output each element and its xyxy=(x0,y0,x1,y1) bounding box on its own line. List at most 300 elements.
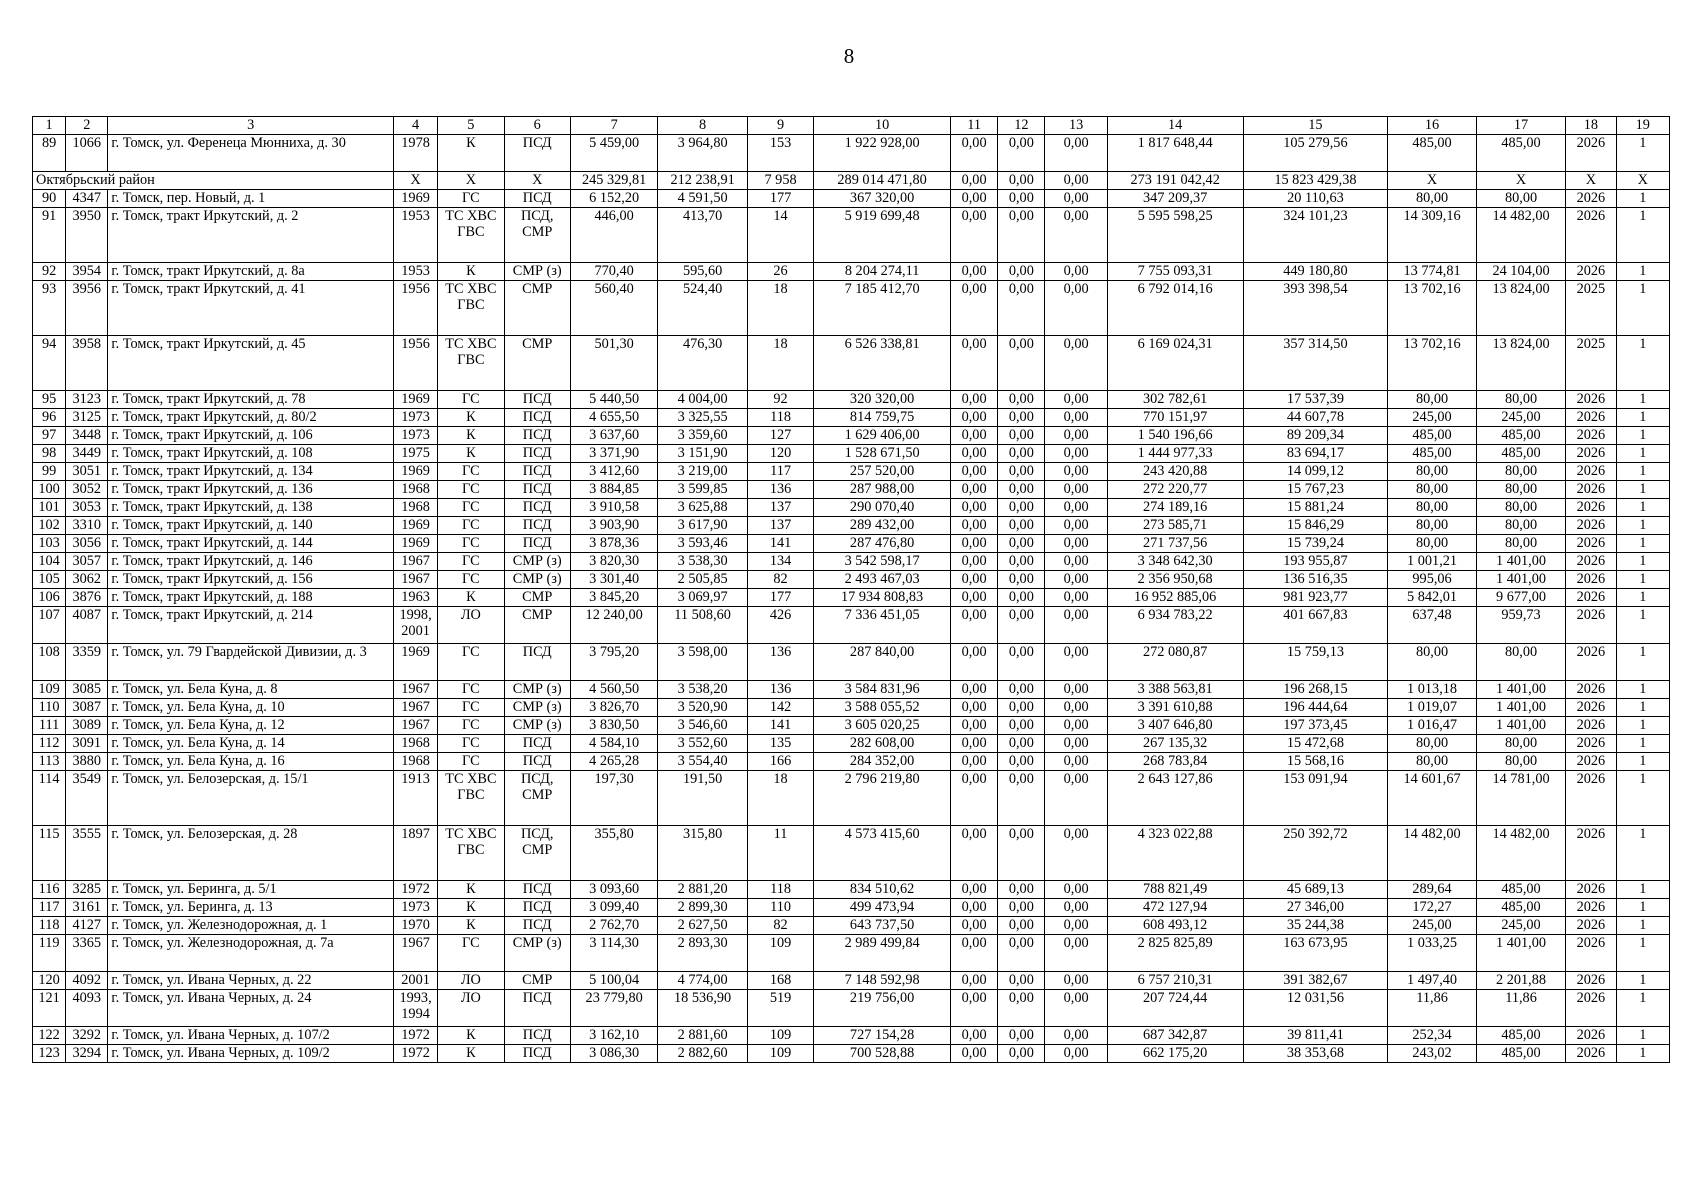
table-cell: 245,00 xyxy=(1476,917,1565,935)
table-cell: 106 xyxy=(33,589,66,607)
table-cell: 82 xyxy=(747,917,813,935)
table-row xyxy=(33,935,1670,972)
table-cell: 290 070,40 xyxy=(814,499,951,517)
table-cell: 2026 xyxy=(1566,463,1616,481)
table-cell: 0,00 xyxy=(998,553,1045,571)
table-cell: 501,30 xyxy=(570,336,657,391)
table-cell: 2026 xyxy=(1566,681,1616,699)
table-cell: К xyxy=(438,445,504,463)
table-cell: 3448 xyxy=(66,427,108,445)
table-cell: 662 175,20 xyxy=(1107,1045,1243,1063)
table-cell: 0,00 xyxy=(1045,517,1107,535)
table-cell: ТС ХВС ГВС xyxy=(438,771,504,826)
table-cell: 14 601,67 xyxy=(1388,771,1476,826)
column-header: 10 xyxy=(814,117,951,135)
table-cell: 99 xyxy=(33,463,66,481)
table-cell: 4 774,00 xyxy=(658,972,747,990)
column-header: 16 xyxy=(1388,117,1476,135)
table-cell: 24 104,00 xyxy=(1476,263,1565,281)
column-header: 19 xyxy=(1616,117,1669,135)
table-cell: 0,00 xyxy=(1045,553,1107,571)
table-cell: 250 392,72 xyxy=(1243,826,1388,881)
table-cell: ГС xyxy=(438,499,504,517)
table-cell: 1 xyxy=(1616,699,1669,717)
table-cell: ПСД xyxy=(504,644,570,681)
table-cell: 485,00 xyxy=(1476,1045,1565,1063)
table-row xyxy=(33,208,1670,263)
table-cell: ГС xyxy=(438,753,504,771)
table-cell: 0,00 xyxy=(998,427,1045,445)
table-cell: г. Томск, тракт Иркутский, д. 106 xyxy=(108,427,394,445)
table-cell: 1 xyxy=(1616,826,1669,881)
district-subtotal-row xyxy=(33,172,1670,190)
column-header: 3 xyxy=(108,117,394,135)
table-cell: 0,00 xyxy=(998,409,1045,427)
table-cell: 134 xyxy=(747,553,813,571)
table-cell: 3087 xyxy=(66,699,108,717)
table-cell: 560,40 xyxy=(570,281,657,336)
table-cell: 3 546,60 xyxy=(658,717,747,735)
table-cell: ГС xyxy=(438,535,504,553)
table-cell: 2 643 127,86 xyxy=(1107,771,1243,826)
table-cell: 485,00 xyxy=(1476,881,1565,899)
table-cell: 3 162,10 xyxy=(570,1027,657,1045)
table-cell: К xyxy=(438,917,504,935)
table-cell: 23 779,80 xyxy=(570,990,657,1027)
table-cell: 3 584 831,96 xyxy=(814,681,951,699)
table-row xyxy=(33,681,1670,699)
table-cell: 519 xyxy=(747,990,813,1027)
table-cell: 3956 xyxy=(66,281,108,336)
table-cell: 3 407 646,80 xyxy=(1107,717,1243,735)
table-cell: 1 xyxy=(1616,445,1669,463)
table-cell: 114 xyxy=(33,771,66,826)
table-cell: 3 820,30 xyxy=(570,553,657,571)
table-cell: 0,00 xyxy=(950,571,997,589)
table-cell: ПСД, СМР xyxy=(504,771,570,826)
table-cell: 0,00 xyxy=(950,1045,997,1063)
table-cell: 0,00 xyxy=(950,263,997,281)
table-cell: 9 677,00 xyxy=(1476,589,1565,607)
table-cell: 0,00 xyxy=(950,753,997,771)
table-cell: г. Томск, ул. Ференеца Мюнниха, д. 30 xyxy=(108,135,394,172)
table-cell: ПСД xyxy=(504,445,570,463)
table-cell: 3549 xyxy=(66,771,108,826)
table-cell: 6 169 024,31 xyxy=(1107,336,1243,391)
table-cell: 2 989 499,84 xyxy=(814,935,951,972)
table-cell: 3 114,30 xyxy=(570,935,657,972)
table-cell: 3 625,88 xyxy=(658,499,747,517)
table-cell: 3954 xyxy=(66,263,108,281)
table-cell: 0,00 xyxy=(1045,463,1107,481)
table-cell: 485,00 xyxy=(1476,1027,1565,1045)
table-cell: 287 840,00 xyxy=(814,644,951,681)
table-cell: 0,00 xyxy=(1045,735,1107,753)
table-cell: 1972 xyxy=(393,1045,437,1063)
subtotal-cell: 0,00 xyxy=(998,172,1045,190)
table-cell: 193 955,87 xyxy=(1243,553,1388,571)
table-cell: 1953 xyxy=(393,263,437,281)
table-cell: г. Томск, ул. Ивана Черных, д. 109/2 xyxy=(108,1045,394,1063)
table-cell: 5 100,04 xyxy=(570,972,657,990)
table-cell: 15 739,24 xyxy=(1243,535,1388,553)
table-cell: 1973 xyxy=(393,409,437,427)
table-cell: 1 401,00 xyxy=(1476,553,1565,571)
table-cell: 3 538,30 xyxy=(658,553,747,571)
table-row xyxy=(33,463,1670,481)
table-cell: 153 xyxy=(747,135,813,172)
table-cell: 995,06 xyxy=(1388,571,1476,589)
column-header: 5 xyxy=(438,117,504,135)
table-cell: г. Томск, тракт Иркутский, д. 138 xyxy=(108,499,394,517)
column-header: 18 xyxy=(1566,117,1616,135)
table-cell: СМР xyxy=(504,589,570,607)
table-cell: К xyxy=(438,1045,504,1063)
table-cell: 80,00 xyxy=(1388,644,1476,681)
table-cell: 1 xyxy=(1616,336,1669,391)
table-cell: 1 001,21 xyxy=(1388,553,1476,571)
table-cell: 1 401,00 xyxy=(1476,571,1565,589)
table-cell: 13 702,16 xyxy=(1388,336,1476,391)
table-cell: 15 881,24 xyxy=(1243,499,1388,517)
table-row xyxy=(33,917,1670,935)
table-cell: 80,00 xyxy=(1476,535,1565,553)
table-cell: 15 472,68 xyxy=(1243,735,1388,753)
table-cell: 0,00 xyxy=(1045,753,1107,771)
column-header: 4 xyxy=(393,117,437,135)
table-cell: 1 xyxy=(1616,717,1669,735)
table-cell: 110 xyxy=(33,699,66,717)
table-cell: 1956 xyxy=(393,281,437,336)
table-cell: 3091 xyxy=(66,735,108,753)
table-cell: 1 xyxy=(1616,135,1669,172)
table-cell: 0,00 xyxy=(950,771,997,826)
table-cell: 3125 xyxy=(66,409,108,427)
table-cell: 93 xyxy=(33,281,66,336)
table-cell: ПСД xyxy=(504,190,570,208)
table-cell: ПСД xyxy=(504,1027,570,1045)
table-cell: 1972 xyxy=(393,881,437,899)
table-cell: 0,00 xyxy=(998,190,1045,208)
table-row xyxy=(33,517,1670,535)
table-cell: 153 091,94 xyxy=(1243,771,1388,826)
table-cell: 0,00 xyxy=(998,771,1045,826)
table-cell: 324 101,23 xyxy=(1243,208,1388,263)
table-cell: 1 xyxy=(1616,281,1669,336)
table-cell: 44 607,78 xyxy=(1243,409,1388,427)
table-cell: 103 xyxy=(33,535,66,553)
table-cell: 2026 xyxy=(1566,190,1616,208)
table-cell: ГС xyxy=(438,644,504,681)
subtotal-cell: X xyxy=(1476,172,1565,190)
table-cell: ГС xyxy=(438,553,504,571)
table-cell: 1 922 928,00 xyxy=(814,135,951,172)
table-cell: 252,34 xyxy=(1388,1027,1476,1045)
table-cell: 1967 xyxy=(393,717,437,735)
table-cell: 0,00 xyxy=(998,391,1045,409)
table-cell: 2 493 467,03 xyxy=(814,571,951,589)
table-cell: 3 795,20 xyxy=(570,644,657,681)
table-cell: 287 476,80 xyxy=(814,535,951,553)
table-cell: 116 xyxy=(33,881,66,899)
table-cell: 105 xyxy=(33,571,66,589)
table-cell: 282 608,00 xyxy=(814,735,951,753)
table-cell: 2026 xyxy=(1566,263,1616,281)
table-cell: г. Томск, ул. 79 Гвардейской Дивизии, д. 3 xyxy=(108,644,394,681)
table-cell: 272 080,87 xyxy=(1107,644,1243,681)
table-cell: 1 xyxy=(1616,644,1669,681)
table-cell: 1967 xyxy=(393,699,437,717)
table-cell: 2 762,70 xyxy=(570,917,657,935)
table-cell: 1 xyxy=(1616,607,1669,644)
table-cell: 0,00 xyxy=(998,644,1045,681)
table-cell: 89 xyxy=(33,135,66,172)
table-cell: 355,80 xyxy=(570,826,657,881)
table-cell: 6 792 014,16 xyxy=(1107,281,1243,336)
table-cell: 347 209,37 xyxy=(1107,190,1243,208)
table-cell: 485,00 xyxy=(1476,135,1565,172)
table-cell: 1 xyxy=(1616,681,1669,699)
table-cell: 1967 xyxy=(393,571,437,589)
table-cell: 1 497,40 xyxy=(1388,972,1476,990)
table-cell: 3123 xyxy=(66,391,108,409)
table-cell: 1 xyxy=(1616,589,1669,607)
table-row xyxy=(33,990,1670,1027)
table-cell: 3 391 610,88 xyxy=(1107,699,1243,717)
table-cell: г. Томск, тракт Иркутский, д. 78 xyxy=(108,391,394,409)
table-cell: ПСД xyxy=(504,899,570,917)
table-cell: 5 440,50 xyxy=(570,391,657,409)
table-cell: СМР (з) xyxy=(504,681,570,699)
table-cell: 0,00 xyxy=(950,607,997,644)
table-cell: 2 882,60 xyxy=(658,1045,747,1063)
column-header: 17 xyxy=(1476,117,1565,135)
table-cell: 3 845,20 xyxy=(570,589,657,607)
table-cell: 367 320,00 xyxy=(814,190,951,208)
table-cell: 727 154,28 xyxy=(814,1027,951,1045)
table-cell: 3062 xyxy=(66,571,108,589)
table-cell: 0,00 xyxy=(998,917,1045,935)
table-cell: 168 xyxy=(747,972,813,990)
table-cell: г. Томск, ул. Бела Куна, д. 12 xyxy=(108,717,394,735)
table-cell: 1 xyxy=(1616,899,1669,917)
table-cell: г. Томск, тракт Иркутский, д. 156 xyxy=(108,571,394,589)
table-cell: 90 xyxy=(33,190,66,208)
table-cell: 142 xyxy=(747,699,813,717)
table-cell: 0,00 xyxy=(950,589,997,607)
table-cell: 0,00 xyxy=(1045,589,1107,607)
table-cell: г. Томск, ул. Бела Куна, д. 8 xyxy=(108,681,394,699)
table-cell: 3 542 598,17 xyxy=(814,553,951,571)
table-cell: 243,02 xyxy=(1388,1045,1476,1063)
table-cell: 3 219,00 xyxy=(658,463,747,481)
table-cell: 6 152,20 xyxy=(570,190,657,208)
table-cell: 5 919 699,48 xyxy=(814,208,951,263)
table-cell: 136 516,35 xyxy=(1243,571,1388,589)
table-cell: 172,27 xyxy=(1388,899,1476,917)
table-cell: 3 605 020,25 xyxy=(814,717,951,735)
table-cell: 0,00 xyxy=(998,208,1045,263)
table-cell: 1066 xyxy=(66,135,108,172)
table-cell: 2026 xyxy=(1566,571,1616,589)
table-cell: 82 xyxy=(747,571,813,589)
table-row xyxy=(33,190,1670,208)
table-cell: г. Томск, ул. Белозерская, д. 15/1 xyxy=(108,771,394,826)
table-row xyxy=(33,499,1670,517)
table-cell: 2 881,20 xyxy=(658,881,747,899)
table-cell: ПСД xyxy=(504,1045,570,1063)
table-cell: 3 093,60 xyxy=(570,881,657,899)
table-cell: 2026 xyxy=(1566,445,1616,463)
table-cell: 13 824,00 xyxy=(1476,281,1565,336)
table-cell: 1969 xyxy=(393,517,437,535)
table-cell: 3 593,46 xyxy=(658,535,747,553)
table-cell: 2026 xyxy=(1566,972,1616,990)
table-cell: 472 127,94 xyxy=(1107,899,1243,917)
table-cell: 112 xyxy=(33,735,66,753)
table-cell: 0,00 xyxy=(1045,771,1107,826)
table-cell: СМР (з) xyxy=(504,263,570,281)
table-cell: 117 xyxy=(747,463,813,481)
table-cell: 2026 xyxy=(1566,409,1616,427)
table-cell: г. Томск, тракт Иркутский, д. 136 xyxy=(108,481,394,499)
table-cell: 1 401,00 xyxy=(1476,935,1565,972)
table-cell: 1969 xyxy=(393,644,437,681)
table-cell: 4 591,50 xyxy=(658,190,747,208)
table-cell: 320 320,00 xyxy=(814,391,951,409)
table-cell: 14 309,16 xyxy=(1388,208,1476,263)
table-cell: 0,00 xyxy=(950,826,997,881)
table-cell: 191,50 xyxy=(658,771,747,826)
table-cell: 2026 xyxy=(1566,1045,1616,1063)
table-cell: 109 xyxy=(747,935,813,972)
table-row xyxy=(33,281,1670,336)
table-cell: 18 xyxy=(747,281,813,336)
table-cell: 1 xyxy=(1616,409,1669,427)
table-cell: 0,00 xyxy=(1045,190,1107,208)
table-cell: 163 673,95 xyxy=(1243,935,1388,972)
table-cell: ЛО xyxy=(438,990,504,1027)
table-cell: г. Томск, тракт Иркутский, д. 146 xyxy=(108,553,394,571)
table-cell: СМР xyxy=(504,607,570,644)
table-cell: 96 xyxy=(33,409,66,427)
table-cell: г. Томск, тракт Иркутский, д. 144 xyxy=(108,535,394,553)
table-cell: 4 584,10 xyxy=(570,735,657,753)
table-cell: 1 xyxy=(1616,753,1669,771)
table-cell: 243 420,88 xyxy=(1107,463,1243,481)
housing-repair-register-table xyxy=(32,116,1670,1063)
subtotal-cell: X xyxy=(504,172,570,190)
column-header: 12 xyxy=(998,117,1045,135)
table-cell: 136 xyxy=(747,481,813,499)
column-header: 13 xyxy=(1045,117,1107,135)
table-cell: 2026 xyxy=(1566,208,1616,263)
table-cell: 0,00 xyxy=(950,735,997,753)
table-cell: К xyxy=(438,589,504,607)
table-cell: 1 xyxy=(1616,935,1669,972)
table-cell: 1 xyxy=(1616,208,1669,263)
table-cell: г. Томск, тракт Иркутский, д. 140 xyxy=(108,517,394,535)
table-cell: 89 209,34 xyxy=(1243,427,1388,445)
table-cell: 1 xyxy=(1616,391,1669,409)
table-row xyxy=(33,771,1670,826)
table-cell: 3 878,36 xyxy=(570,535,657,553)
table-cell: 7 148 592,98 xyxy=(814,972,951,990)
table-cell: 3555 xyxy=(66,826,108,881)
table-cell: ПСД xyxy=(504,735,570,753)
table-cell: 643 737,50 xyxy=(814,917,951,935)
table-cell: 1 xyxy=(1616,990,1669,1027)
table-cell: 0,00 xyxy=(1045,1027,1107,1045)
table-cell: 0,00 xyxy=(998,881,1045,899)
table-cell: 2 893,30 xyxy=(658,935,747,972)
table-cell: К xyxy=(438,263,504,281)
table-cell: 136 xyxy=(747,681,813,699)
table-cell: 80,00 xyxy=(1388,753,1476,771)
table-cell: 449 180,80 xyxy=(1243,263,1388,281)
table-cell: 770,40 xyxy=(570,263,657,281)
table-cell: 1 xyxy=(1616,499,1669,517)
column-header: 11 xyxy=(950,117,997,135)
table-cell: 3 325,55 xyxy=(658,409,747,427)
table-cell: 92 xyxy=(747,391,813,409)
table-cell: 0,00 xyxy=(998,499,1045,517)
table-cell: 1 xyxy=(1616,553,1669,571)
table-cell: 80,00 xyxy=(1476,481,1565,499)
table-cell: 1968 xyxy=(393,735,437,753)
table-cell: 3 099,40 xyxy=(570,899,657,917)
table-cell: 0,00 xyxy=(998,571,1045,589)
table-cell: 245,00 xyxy=(1388,917,1476,935)
table-cell: 485,00 xyxy=(1388,445,1476,463)
table-cell: г. Томск, ул. Беринга, д. 5/1 xyxy=(108,881,394,899)
table-cell: 1967 xyxy=(393,553,437,571)
district-label: Октябрьский район xyxy=(33,172,394,190)
table-cell: 11,86 xyxy=(1388,990,1476,1027)
table-cell: 119 xyxy=(33,935,66,972)
table-cell: 6 526 338,81 xyxy=(814,336,951,391)
table-cell: 121 xyxy=(33,990,66,1027)
table-cell: ТС ХВС ГВС xyxy=(438,208,504,263)
table-cell: 91 xyxy=(33,208,66,263)
table-cell: 127 xyxy=(747,427,813,445)
table-cell: 0,00 xyxy=(998,899,1045,917)
table-cell: 0,00 xyxy=(1045,607,1107,644)
table-cell: ТС ХВС ГВС xyxy=(438,826,504,881)
table-cell: 11,86 xyxy=(1476,990,1565,1027)
table-cell: 80,00 xyxy=(1388,190,1476,208)
table-cell: 3 538,20 xyxy=(658,681,747,699)
table-cell: 0,00 xyxy=(950,499,997,517)
table-cell: г. Томск, ул. Бела Куна, д. 10 xyxy=(108,699,394,717)
table-row xyxy=(33,571,1670,589)
table-cell: 16 952 885,06 xyxy=(1107,589,1243,607)
table-cell: г. Томск, тракт Иркутский, д. 188 xyxy=(108,589,394,607)
subtotal-cell: 15 823 429,38 xyxy=(1243,172,1388,190)
table-cell: г. Томск, ул. Бела Куна, д. 14 xyxy=(108,735,394,753)
table-row xyxy=(33,1027,1670,1045)
table-cell: ГС xyxy=(438,190,504,208)
table-cell: 20 110,63 xyxy=(1243,190,1388,208)
table-cell: 1 xyxy=(1616,771,1669,826)
table-row xyxy=(33,391,1670,409)
table-cell: 123 xyxy=(33,1045,66,1063)
table-cell: 2026 xyxy=(1566,553,1616,571)
table-cell: 3876 xyxy=(66,589,108,607)
table-cell: 1969 xyxy=(393,463,437,481)
table-cell: 15 767,23 xyxy=(1243,481,1388,499)
table-cell: 2026 xyxy=(1566,735,1616,753)
